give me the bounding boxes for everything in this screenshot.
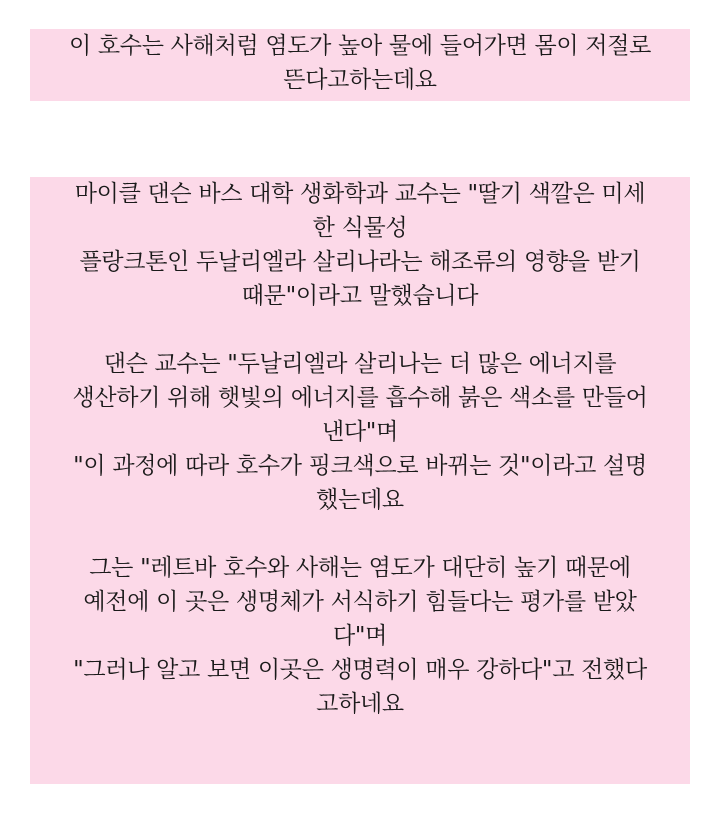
caption-line: 뜬다고하는데요 <box>283 67 437 93</box>
caption-line: 다"며 <box>332 623 388 649</box>
caption-line: 이 호수는 사해처럼 염도가 높아 물에 들어가면 몸이 저절로 <box>68 33 652 59</box>
caption-line: 그는 "레트바 호수와 사해는 염도가 대단히 높기 때문에 <box>89 555 631 581</box>
caption-line: 했는데요 <box>316 487 404 513</box>
caption-line: 생산하기 위해 햇빛의 에너지를 흡수해 붉은 색소를 만들어 <box>72 385 648 411</box>
caption-line: 예전에 이 곳은 생명체가 서식하기 힘들다는 평가를 받았 <box>83 589 637 615</box>
paragraph-spacer <box>30 313 690 347</box>
caption-line: 낸다"며 <box>321 419 399 445</box>
caption-line: 댄슨 교수는 "두날리엘라 살리나는 더 많은 에너지를 <box>103 351 617 377</box>
caption-line: 마이클 댄슨 바스 대학 생화학과 교수는 "딸기 색깔은 미세 <box>74 181 646 207</box>
paragraph-spacer <box>30 517 690 551</box>
caption-block-2 <box>30 177 690 784</box>
caption-line: 고하네요 <box>316 691 404 717</box>
caption-line: "그러나 알고 보면 이곳은 생명력이 매우 강하다"고 전했다 <box>73 657 647 683</box>
caption-line: 때문"이라고 말했습니다 <box>241 283 479 309</box>
caption-line: 한 식물성 <box>312 215 408 241</box>
caption-line: "이 과정에 따라 호수가 핑크색으로 바뀌는 것"이라고 설명 <box>73 453 647 479</box>
caption-line: 플랑크톤인 두날리엘라 살리나라는 해조류의 영향을 받기 <box>79 249 641 275</box>
caption-block-1 <box>30 29 690 101</box>
